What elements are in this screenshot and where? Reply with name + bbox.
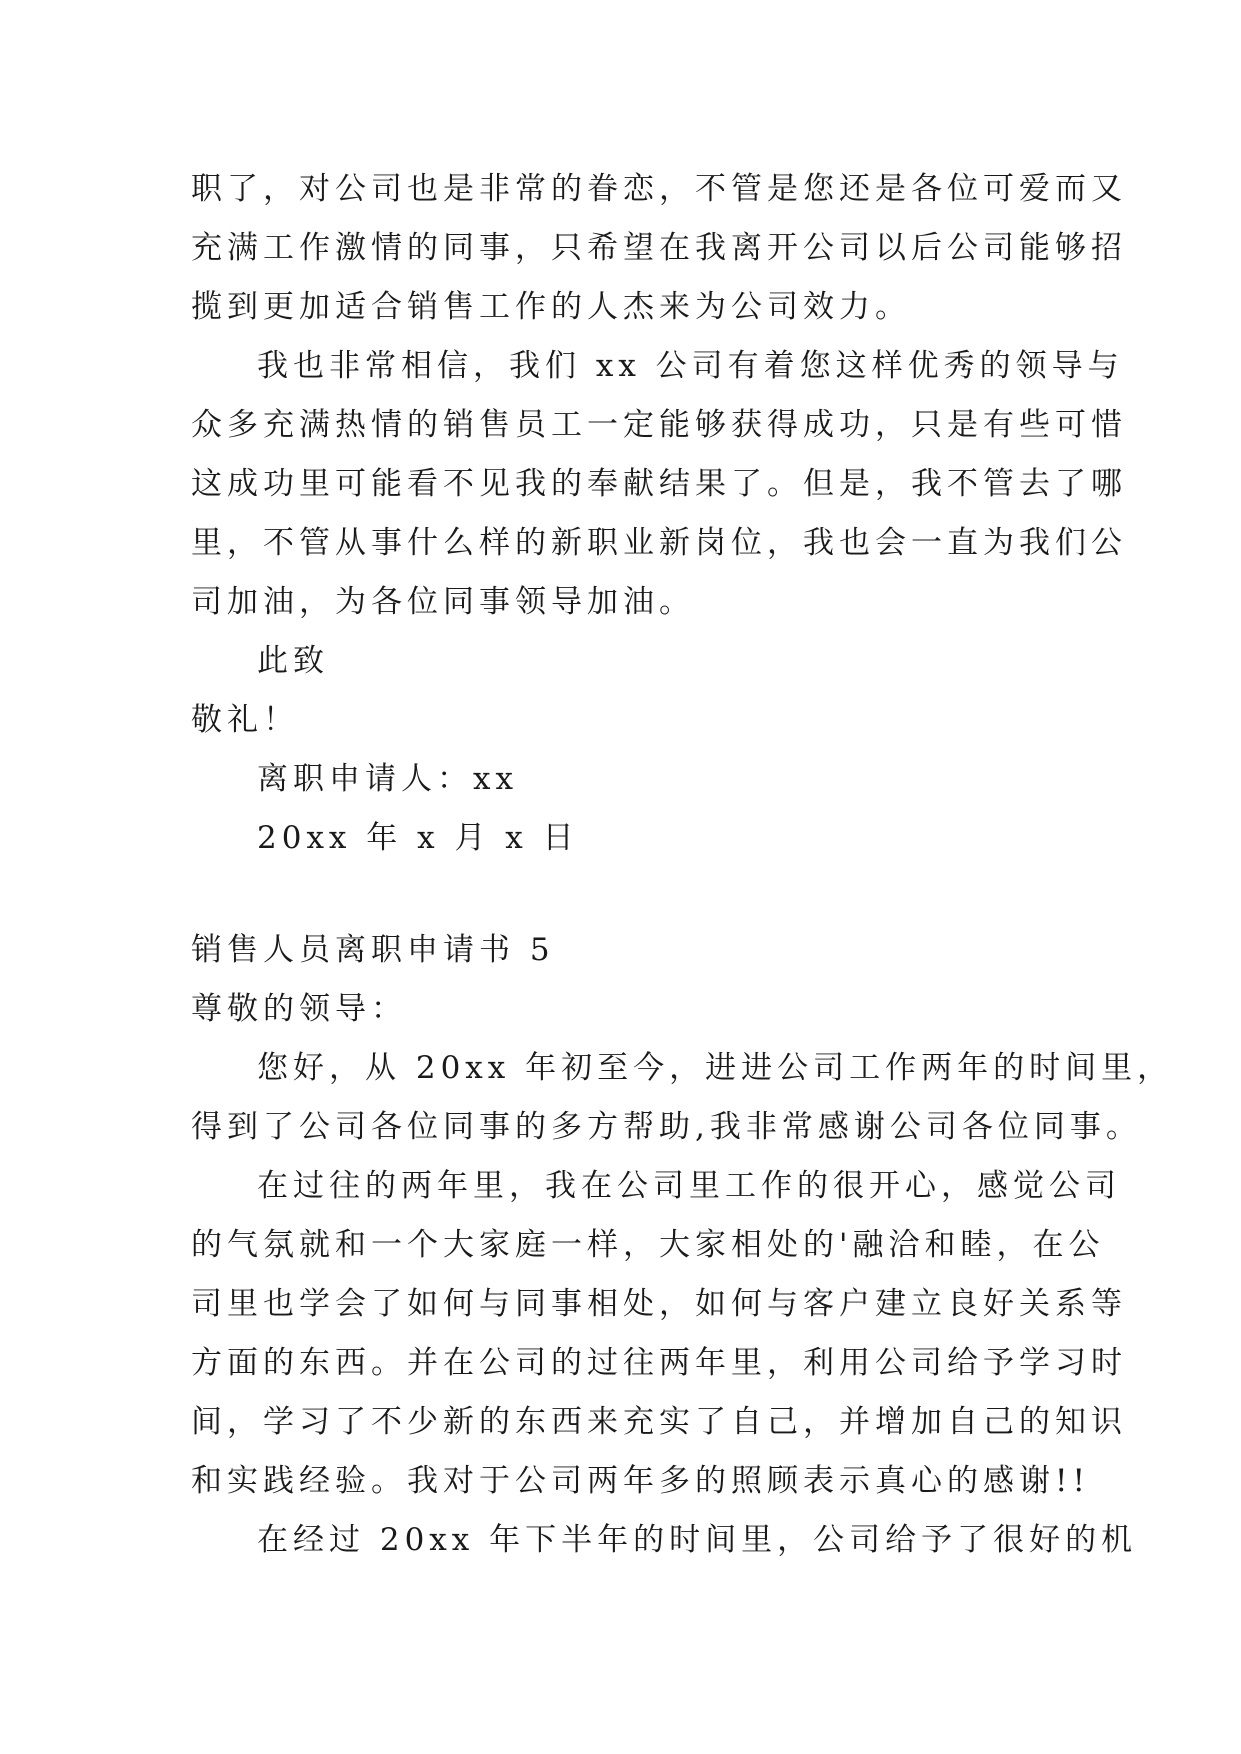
text-line: 和实践经验。我对于公司两年多的照顾表示真心的感谢!! [191, 1463, 1090, 1499]
text-line: 这成功里可能看不见我的奉献结果了。但是，我不管去了哪 [191, 466, 1127, 502]
text-line: 的气氛就和一个大家庭一样，大家相处的'融洽和睦，在公 [191, 1227, 1105, 1263]
text-line: 充满工作激情的同事，只希望在我离开公司以后公司能够招 [191, 230, 1127, 266]
text-line: 司里也学会了如何与同事相处，如何与客户建立良好关系等 [191, 1286, 1127, 1322]
text-line: 里，不管从事什么样的新职业新岗位，我也会一直为我们公 [191, 525, 1127, 561]
section-title: 销售人员离职申请书 5 [191, 932, 555, 968]
text-line: 众多充满热情的销售员工一定能够获得成功，只是有些可惜 [191, 407, 1127, 443]
closing-regards: 敬礼！ [191, 702, 299, 738]
text-line: 揽到更加适合销售工作的人杰来为公司效力。 [191, 289, 911, 325]
document-body [191, 160, 1174, 1570]
text-line: 间，学习了不少新的东西来充实了自己，并增加自己的知识 [191, 1404, 1127, 1440]
paragraph-opportunity [191, 1511, 1138, 1570]
paragraph-greeting [191, 1039, 1174, 1157]
paragraph-continuation [191, 160, 1127, 337]
paragraph-experience [191, 1157, 1127, 1511]
signature-line: 离职申请人：xx [257, 761, 518, 797]
salutation: 尊敬的领导： [191, 991, 407, 1027]
text-line: 在经过 20xx 年下半年的时间里，公司给予了很好的机 [257, 1522, 1138, 1558]
text-line: 司加油，为各位同事领导加油。 [191, 584, 695, 620]
date-line: 20xx 年 x 月 x 日 [257, 820, 579, 856]
closing-salute: 此致 [257, 643, 329, 679]
text-line: 得到了公司各位同事的多方帮助,我非常感谢公司各位同事。 [191, 1109, 1142, 1145]
text-line: 职了，对公司也是非常的眷恋，不管是您还是各位可爱而又 [191, 171, 1127, 207]
paragraph-confidence [191, 337, 1127, 632]
text-line: 方面的东西。并在公司的过往两年里，利用公司给予学习时 [191, 1345, 1127, 1381]
section-spacer [191, 868, 1071, 921]
text-line: 我也非常相信，我们 xx 公司有着您这样优秀的领导与 [257, 348, 1124, 384]
text-line: 在过往的两年里，我在公司里工作的很开心，感觉公司 [257, 1168, 1121, 1204]
text-line: 您好，从 20xx 年初至今，进进公司工作两年的时间里， [257, 1050, 1174, 1086]
